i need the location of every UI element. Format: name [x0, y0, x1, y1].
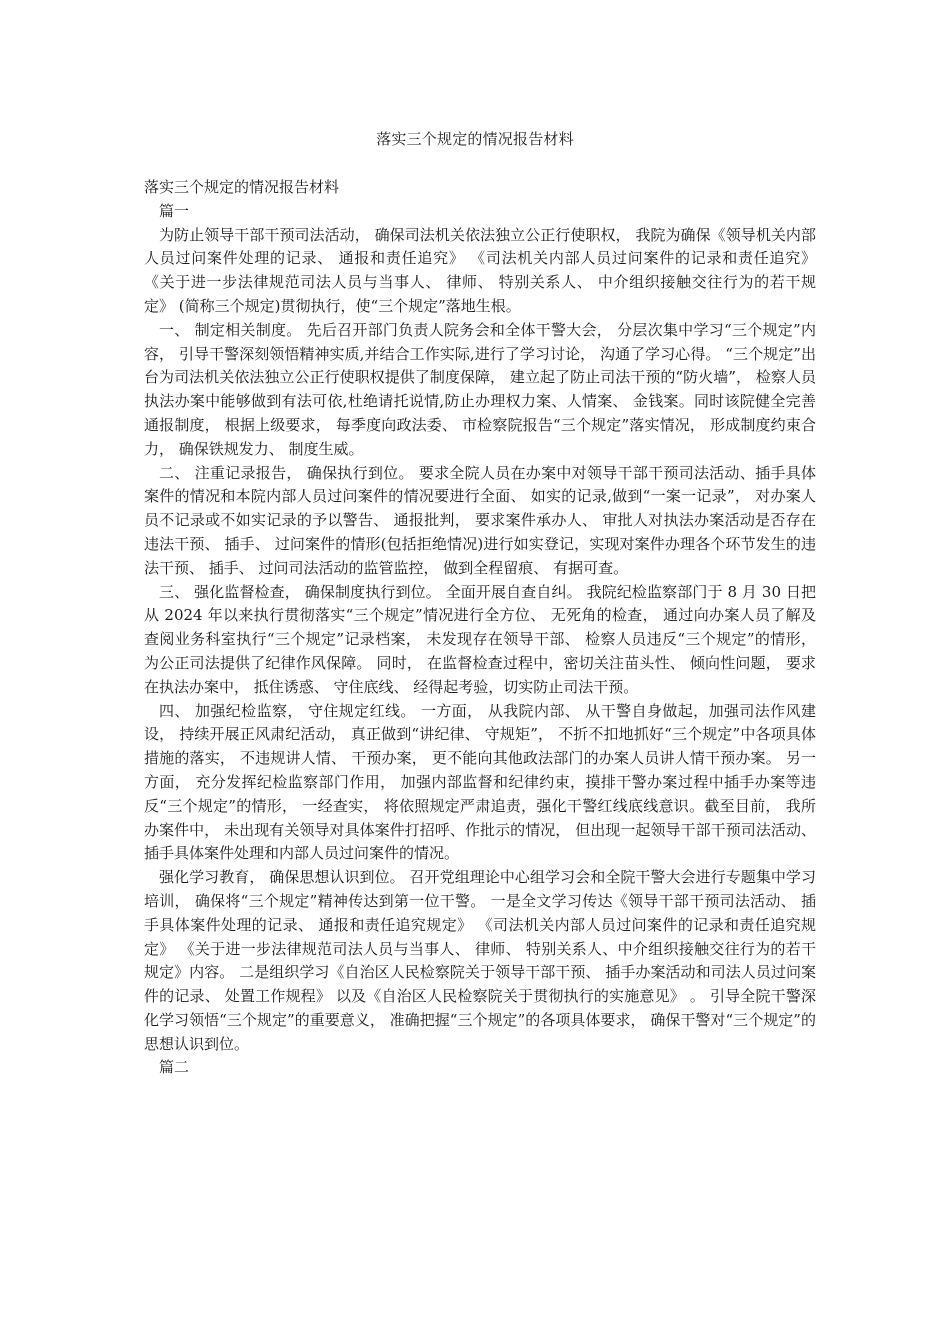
document-subtitle: 落实三个规定的情况报告材料: [144, 178, 340, 196]
paragraph-section-1: 一、 制定相关制度。 先后召开部门负责人院务会和全体干警大会， 分层次集中学习“三个规定”内容， 引导干警深刻领悟精神实质,并结合工作实际,进行了学习讨论， 沟通了学习心得。 “三个规定”出台为司法机关依法独立公正行使职权提供了制度保障， 建立起了防止司法干预的“防火墙”， 检察人员执法办案中能够做到有法可依,杜绝请托说情,防止办理权力案、人情案、 金钱案。同时该院健全完善通报制度， 根据上级要求， 每季度向政法委、 市检察院报告“三个规定”落实情况， 形成制度约束合力， 确保铁规发力、 制度生威。: [144, 320, 816, 458]
paragraph-section-2: 二、 注重记录报告， 确保执行到位。 要求全院人员在办案中对领导干部干预司法活动、插手具体案件的情况和本院内部人员过问案件的情况要进行全面、 如实的记录,做到“一案一记录”， 对办案人员不记录或不如实记录的予以警告、 通报批判， 要求案件承办人、 审批人对执法办案活动是否存在违法干预、 插手、 过问案件的情形(包括拒绝情况)进行如实登记，实现对案件办理各个环节发生的违法干预、 插手、 过问司法活动的监管监控， 做到全程留痕、 有据可查。: [144, 463, 816, 577]
part-heading-1: 篇一: [159, 201, 190, 220]
paragraph-section-5: 强化学习教育， 确保思想认识到位。 召开党组理论中心组学习会和全院干警大会进行专题集中学习培训， 确保将“三个规定”精神传达到第一位干警。 一是全文学习传达《领导干部干预司法活动、 插手具体案件处理的记录、 通报和责任追究规定》 《司法机关内部人员过问案件的记录和责任追究规定》 《关于进一步法律规范司法人员与当事人、 律师、 特别关系人、中介组织接触交往行为的若干规定》内容。 二是组织学习《自治区人民检察院关于领导干部干预、 插手办案活动和司法人员过问案件的记录、 处置工作规程》 以及《自治区人民检察院关于贯彻执行的实施意见》 。 引导全院干警深化学习领悟“三个规定”的重要意义， 准确把握“三个规定”的各项具体要求， 确保干警对“三个规定”的思想认识到位。: [144, 868, 816, 1053]
document-title: 落实三个规定的情况报告材料: [376, 130, 574, 148]
document-body: [144, 176, 816, 1080]
part-heading-2: 篇二: [159, 1058, 190, 1077]
paragraph-section-4: 四、 加强纪检监察， 守住规定红线。 一方面， 从我院内部、 从干警自身做起，加强司法作风建设， 持续开展正风肃纪活动， 真正做到“讲纪律、 守规矩”， 不折不扣地抓好“三个规定”中各项具体措施的落实， 不违规讲人情、 干预办案， 更不能向其他政法部门的办案人员讲人情干预办案。 另一方面， 充分发挥纪检监察部门作用， 加强内部监督和纪律约束，摸排干警办案过程中插手办案等违反“三个规定”的情形， 一经查实， 将依照规定严肃追责，强化干警红线底线意识。截至目前， 我所办案件中， 未出现有关领导对具体案件打招呼、作批示的情况， 但出现一起领导干部干预司法活动、 插手具体案件处理和内部人员过问案件的情况。: [144, 701, 816, 863]
paragraph-section-3: 三、 强化监督检查， 确保制度执行到位。 全面开展自查自纠。 我院纪检监察部门于 8 月 30 日把从 2024 年以来执行贯彻落实“三个规定”情况进行全方位、 无死角的检查， 通过向办案人员了解及查阅业务科室执行“三个规定”记录档案， 未发现存在领导干部、 检察人员违反“三个规定”的情形， 为公正司法提供了纪律作风保障。 同时， 在监督检查过程中，密切关注苗头性、 倾向性问题， 要求在执法办案中， 抵住诱惑、 守住底线、 经得起考验，切实防止司法干预。: [144, 582, 816, 696]
paragraph-intro: 为防止领导干部干预司法活动， 确保司法机关依法独立公正行使职权， 我院为确保《领导机关内部人员过问案件处理的记录、 通报和责任追究》 《司法机关内部人员过问案件的记录和责任追究》 《关于进一步法律规范司法人员与当事人、 律师、 特别关系人、 中介组织接触交往行为的若干规定》 (简称三个规定)贯彻执行，使“三个规定”落地生根。: [144, 225, 816, 315]
